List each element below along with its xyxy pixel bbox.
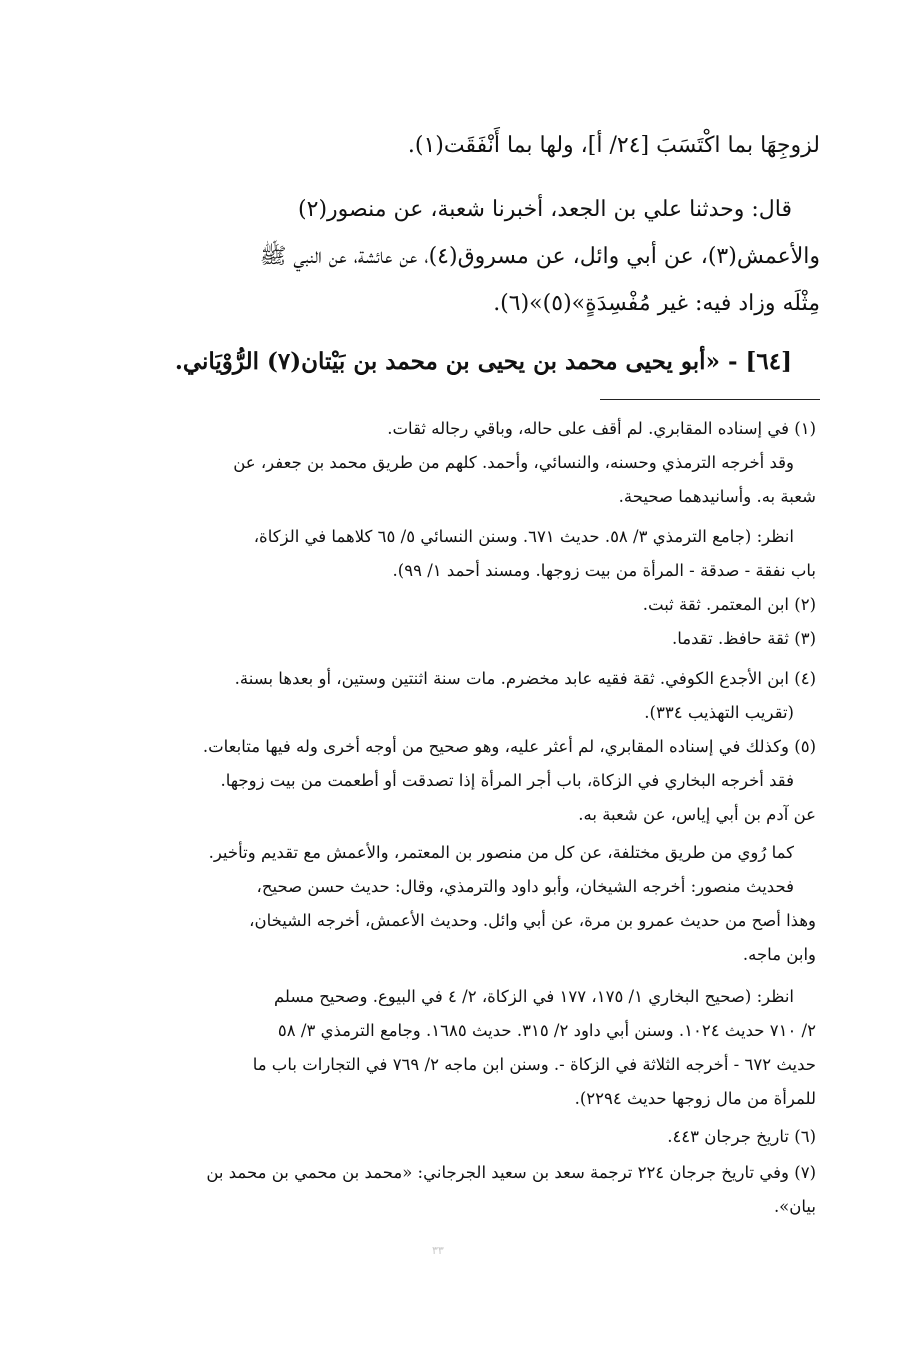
main-line-4: مِثْلَه وزاد فيه: غير مُفْسِدَةٍ»(٥)»(٦). <box>493 291 820 316</box>
entry-heading: [٦٤] - «أبو يحيى محمد بن يحيى بن محمد بن بَيْتان(٧) الرُّوْيَاني. <box>174 348 792 375</box>
footnote-3: (٣) ثقة حافظ. تقدما. <box>671 629 816 648</box>
footnote-5-line-5: فحديث منصور: أخرجه الشيخان، وأبو داود والترمذي، وقال: حديث حسن صحيح، <box>256 877 794 896</box>
main-line-2: قال: وحدثنا علي بن الجعد، أخبرنا شعبة، عن منصور(٢) <box>298 197 792 222</box>
footnote-1-line-5: باب نفقة - صدقة - المرأة من بيت زوجها. ومسند أحمد ١/ ٩٩). <box>392 561 816 580</box>
footnote-divider <box>600 399 820 400</box>
footnote-1-line-4: انظر: (جامع الترمذي ٣/ ٥٨. حديث ٦٧١. وسنن النسائي ٥/ ٦٥ كلاهما في الزكاة، <box>253 527 794 546</box>
main-line-1: لزوجِهَا بما اكْتَسَبَ [٢٤/ أ]، ولها بما أَنْفَقَت(١). <box>407 133 820 158</box>
footnote-7-line-2: بيان». <box>773 1197 816 1216</box>
footnote-4-line-2: (تقريب التهذيب ٣٣٤). <box>644 703 794 722</box>
footnote-5-line-6: وهذا أصح من حديث عمرو بن مرة، عن أبي وائل. وحديث الأعمش، أخرجه الشيخان، <box>249 911 816 930</box>
footnote-5-line-7: وابن ماجه. <box>742 945 816 964</box>
footnote-1-line-2: وقد أخرجه الترمذي وحسنه، والنسائي، وأحمد. كلهم من طريق محمد بن جعفر، عن <box>233 453 794 472</box>
footnote-5-line-9: ٢/ ٧١٠ حديث ١٠٢٤. وسنن أبي داود ٢/ ٣١٥. حديث ١٦٨٥. وجامع الترمذي ٣/ ٥٨ <box>277 1021 816 1040</box>
footnote-7-line-1: (٧) وفي تاريخ جرجان ٢٢٤ ترجمة سعد بن سعيد الجرجاني: «محمد بن محمي بن محمد بن <box>206 1163 816 1182</box>
footnote-5-line-3: عن آدم بن أبي إياس، عن شعبة به. <box>578 805 816 824</box>
footnote-5-line-11: للمرأة من مال زوجها حديث ٢٢٩٤). <box>574 1089 816 1108</box>
footnote-4-line-1: (٤) ابن الأجدع الكوفي. ثقة فقيه عابد مخضرم. مات سنة اثنتين وستين، أو بعدها بسنة. <box>234 669 816 688</box>
footnote-1-line-1: (١) في إسناده المقابري. لم أقف على حاله، وباقي رجاله ثقات. <box>387 419 816 438</box>
footnote-1-line-3: شعبة به. وأسانيدهما صحيحة. <box>618 487 816 506</box>
footnote-5-line-10: حديث ٦٧٢ - أخرجه الثلاثة في الزكاة -. وسنن ابن ماجه ٢/ ٧٦٩ في التجارات باب ما <box>252 1055 816 1074</box>
page-marker: ٣٣ <box>432 1244 444 1257</box>
main-line-3: والأعمش(٣)، عن أبي وائل، عن مسروق(٤)، عن عائشة، عن النبي ﷺ <box>259 244 820 269</box>
footnote-5-line-8: انظر: (صحيح البخاري ١/ ١٧٥، ١٧٧ في الزكاة، ٢/ ٤ في البيوع. وصحيح مسلم <box>273 987 794 1006</box>
footnote-2: (٢) ابن المعتمر. ثقة ثبت. <box>642 595 816 614</box>
footnote-6: (٦) تاريخ جرجان ٤٤٣. <box>667 1127 816 1146</box>
footnote-5-line-4: كما رُوي من طريق مختلفة، عن كل من منصور بن المعتمر، والأعمش مع تقديم وتأخير. <box>208 843 794 862</box>
footnote-5-line-2: فقد أخرجه البخاري في الزكاة، باب أجر المرأة إذا تصدقت أو أطعمت من بيت زوجها. <box>220 771 794 790</box>
footnote-5-line-1: (٥) وكذلك في إسناده المقابري، لم أعثر عليه، وهو صحيح من أوجه أخرى وله فيها متابعات. <box>202 737 816 756</box>
